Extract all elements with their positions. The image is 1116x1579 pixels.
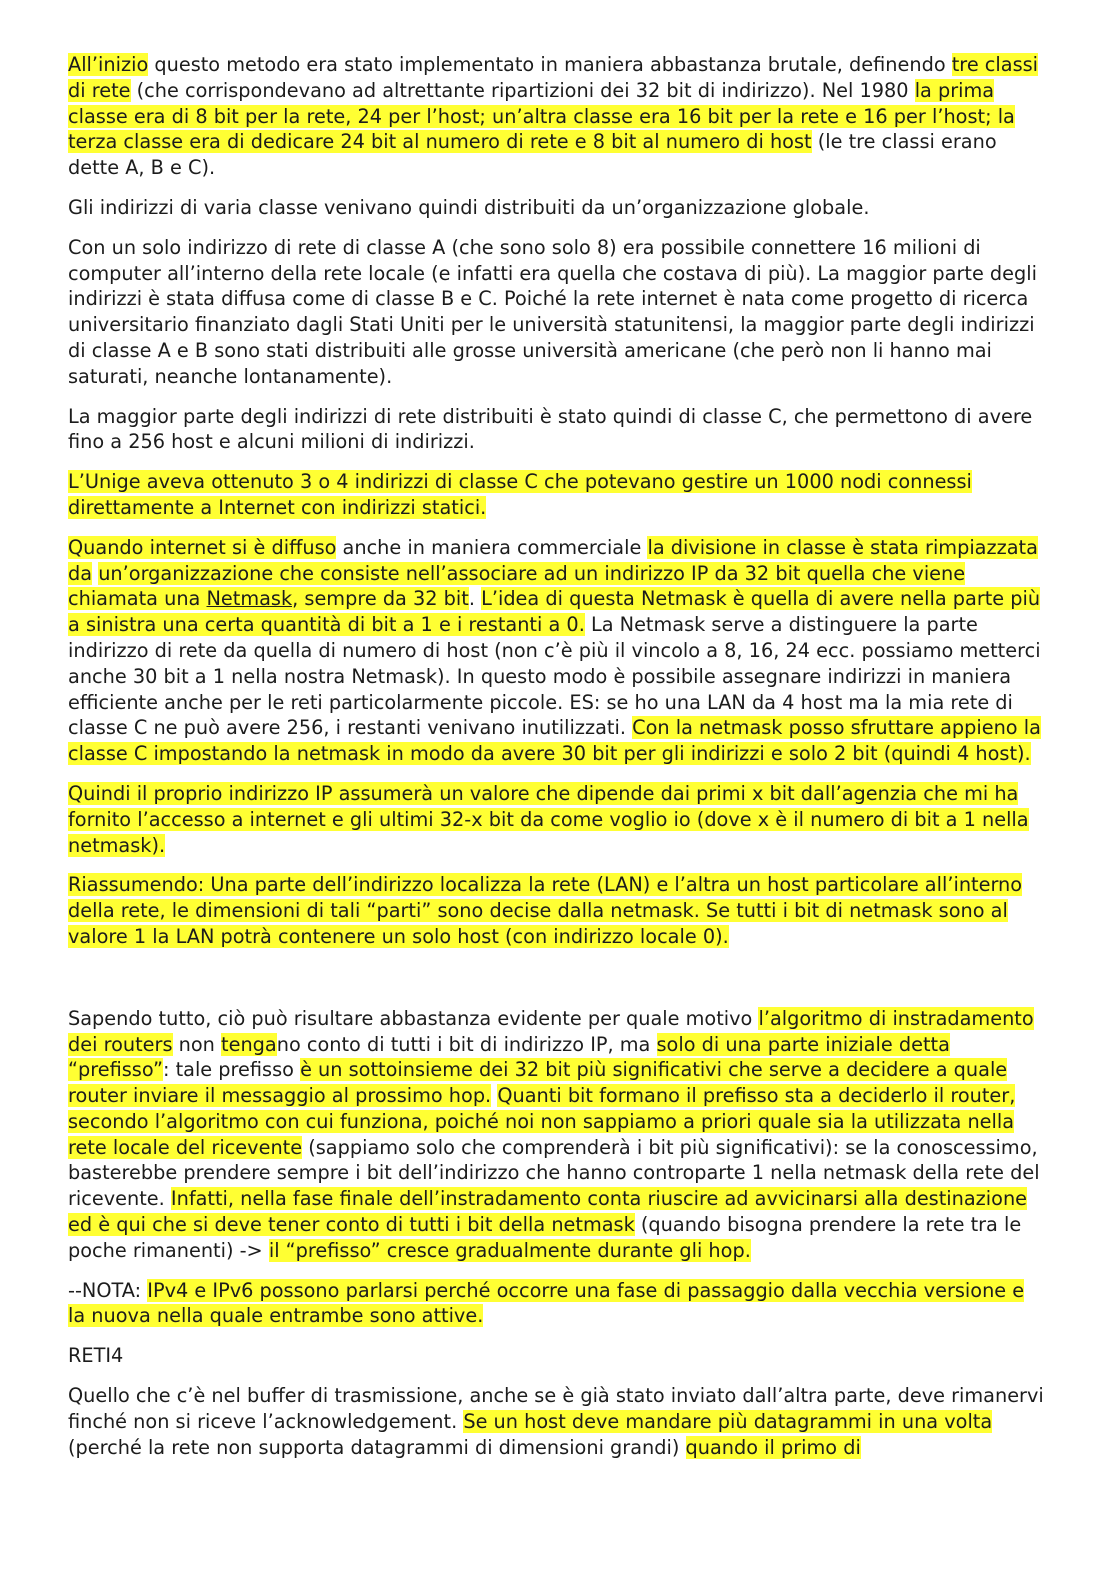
body-text: : tale prefisso bbox=[162, 1058, 301, 1082]
body-text: questo metodo era stato implementato in maniera abbastanza brutale, definendo bbox=[148, 53, 952, 76]
body-text: no conto di tutti i bit di indirizzo IP, ma bbox=[276, 1032, 657, 1056]
paragraph-intro-classes bbox=[68, 52, 1044, 181]
highlighted-text: quando il primo di bbox=[685, 1435, 861, 1459]
paragraph-routing-prefix bbox=[68, 1006, 1044, 1264]
highlighted-text: L’idea di questa Netmask è quella di avere nella parte più a sinistra una certa quantità di bit a 1 e i restanti a 0. bbox=[68, 587, 1041, 637]
highlighted-text: il “prefisso” cresce gradualmente durante gli hop. bbox=[268, 1238, 751, 1262]
document-page bbox=[68, 52, 1044, 1474]
body-text: (perché la rete non supporta datagrammi di dimensioni grandi) bbox=[68, 1435, 686, 1459]
highlighted-text: la divisione in classe è stata rimpiazzata da bbox=[68, 535, 1038, 585]
highlighted-text: Con la netmask posso sfruttare appieno la classe C impostando la netmask in modo da avere 30 bit per gli indirizzi e solo 2 bit (quindi 4 host). bbox=[68, 716, 1041, 766]
paragraph-netmask bbox=[68, 535, 1044, 767]
paragraph-class-c bbox=[68, 404, 1044, 456]
paragraph-reti4-heading bbox=[68, 1343, 1044, 1369]
body-text: RETI4 bbox=[68, 1344, 124, 1368]
body-text: . bbox=[468, 587, 482, 611]
body-text: anche in maniera commerciale bbox=[336, 535, 648, 559]
body-text: Sapendo tutto, ciò può risultare abbastanza evidente per quale motivo bbox=[68, 1006, 759, 1030]
highlighted-text: Quando internet si è diffuso bbox=[68, 535, 337, 559]
body-text: (quando bisogna prendere la rete tra le poche rimanenti) -> bbox=[68, 1213, 1022, 1262]
paragraph-unige bbox=[68, 469, 1044, 521]
paragraph-class-a bbox=[68, 235, 1044, 390]
highlighted-text: Quindi il proprio indirizzo IP assumerà un valore che dipende dai primi x bit dall’agenzia che mi ha fornito l’accesso a internet e gli ultimi 32-x bit da come voglio io (dove x è il numero di bit a 1 nella netmask). bbox=[68, 781, 1029, 857]
highlighted-text: l’algoritmo di instradamento dei routers bbox=[68, 1006, 1034, 1056]
body-text: La Netmask serve a distinguere la parte indirizzo di rete da quella di numero di host (non c’è più il vincolo a 8, 16, 24 ecc. possiamo metterci anche 30 bit a 1 nella nostra Netmask). In questo modo è possibile assegnare indirizzi in maniera efficiente anche per le reti particolarmente piccole. ES: se ho una LAN da 4 host ma la mia rete di classe C ne può avere 256, i restanti venivano inutilizzati. bbox=[68, 613, 1041, 740]
body-text: (sappiamo solo che comprenderà i bit più significativi): se la conoscessimo, basterebbe prendere sempre i bit dell’indirizzo che hanno controparte 1 nella netmask della rete del ricevente. bbox=[68, 1135, 1040, 1211]
body-text: Quello che c’è nel buffer di trasmissione, anche se è già stato inviato dall’altra parte, deve rimanervi finché non si riceve l’acknowledgement. bbox=[68, 1384, 1044, 1433]
highlighted-text: All’inizio bbox=[68, 53, 149, 76]
body-text: La maggior parte degli indirizzi di rete distribuiti è stato quindi di classe C, che permettono di avere fino a 256 host e alcuni milioni di indirizzi. bbox=[68, 404, 1033, 454]
paragraph-global-organization bbox=[68, 195, 1044, 221]
highlighted-text: è un sottoinsieme dei 32 bit più significativi che serve a decidere a quale router inviare il messaggio al prossimo hop. bbox=[68, 1058, 1008, 1108]
body-text: Gli indirizzi di varia classe venivano quindi distribuiti da un’organizzazione globale. bbox=[68, 195, 870, 219]
body-text: (che corrispondevano ad altrettante ripartizioni dei 32 bit di indirizzo). Nel 1980 bbox=[130, 78, 915, 102]
highlighted-text: tre classi di rete bbox=[68, 53, 1039, 102]
body-text: --NOTA: bbox=[68, 1278, 148, 1302]
highlighted-text: L’Unige aveva ottenuto 3 o 4 indirizzi di classe C che potevano gestire un 1000 nodi connessi direttamente a Internet con indirizzi statici. bbox=[68, 470, 972, 519]
body-text: non bbox=[172, 1032, 222, 1056]
highlighted-text: Riassumendo: Una parte dell’indirizzo localizza la rete (LAN) e l’altra un host particolare all’interno della rete, le dimensioni di tali “parti” sono decise dalla netmask. Se tutti i bit di netmask sono al valore 1 la LAN potrà contenere un solo host (con indirizzo locale 0). bbox=[68, 873, 1023, 948]
highlighted-text: un’organizzazione che consiste nell’associare ad un indirizzo IP da 32 bit quella che viene chiamata una bbox=[68, 561, 966, 611]
highlighted-text: la prima classe era di 8 bit per la rete, 24 per l’host; un’altra classe era 16 bit per la rete e 16 per l’host; la terza classe era di dedicare 24 bit al numero di rete e 8 bit al numero di host bbox=[68, 78, 1015, 154]
paragraph-own-ip bbox=[68, 781, 1044, 858]
highlighted-text: solo di una parte iniziale detta “prefisso” bbox=[68, 1032, 950, 1082]
body-text: (le tre classi erano dette A, B e C). bbox=[68, 130, 997, 180]
highlighted-text: Quanti bit formano il prefisso sta a deciderlo il router, secondo l’algoritmo con cui funziona, poiché noi non sappiamo a priori quale sia la utilizzata nella rete locale del ricevente bbox=[68, 1084, 1016, 1159]
highlighted-text: Se un host deve mandare più datagrammi in una volta bbox=[463, 1409, 993, 1433]
paragraph-buffer bbox=[68, 1383, 1044, 1460]
highlighted-text: Netmask bbox=[206, 587, 293, 611]
highlighted-text: IPv4 e IPv6 possono parlarsi perché occorre una fase di passaggio dalla vecchia versione e la nuova nella quale entrambe sono attive. bbox=[68, 1278, 1025, 1328]
highlighted-text: tenga bbox=[221, 1032, 277, 1056]
paragraph-summary bbox=[68, 872, 1044, 949]
highlighted-text: Infatti, nella fase finale dell’instradamento conta riuscire ad avvicinarsi alla destinazione ed è qui che si deve tener conto di tutti i bit della netmask bbox=[68, 1187, 1028, 1237]
body-text: Con un solo indirizzo di rete di classe A (che sono solo 8) era possibile connettere 16 milioni di computer all’interno della rete locale (e infatti era quella che costava di più). La maggior parte degli indirizzi è stata diffusa come di classe B e C. Poiché la rete internet è nata come progetto di ricerca universitario finanziato dagli Stati Uniti per le università statunitensi, la maggior parte degli indirizzi di classe A e B sono stati distribuiti alle grosse università americane (che però non li hanno mai saturati, neanche lontanamente). bbox=[68, 235, 1037, 388]
paragraph-nota bbox=[68, 1278, 1044, 1330]
highlighted-text: , sempre da 32 bit bbox=[292, 587, 469, 611]
